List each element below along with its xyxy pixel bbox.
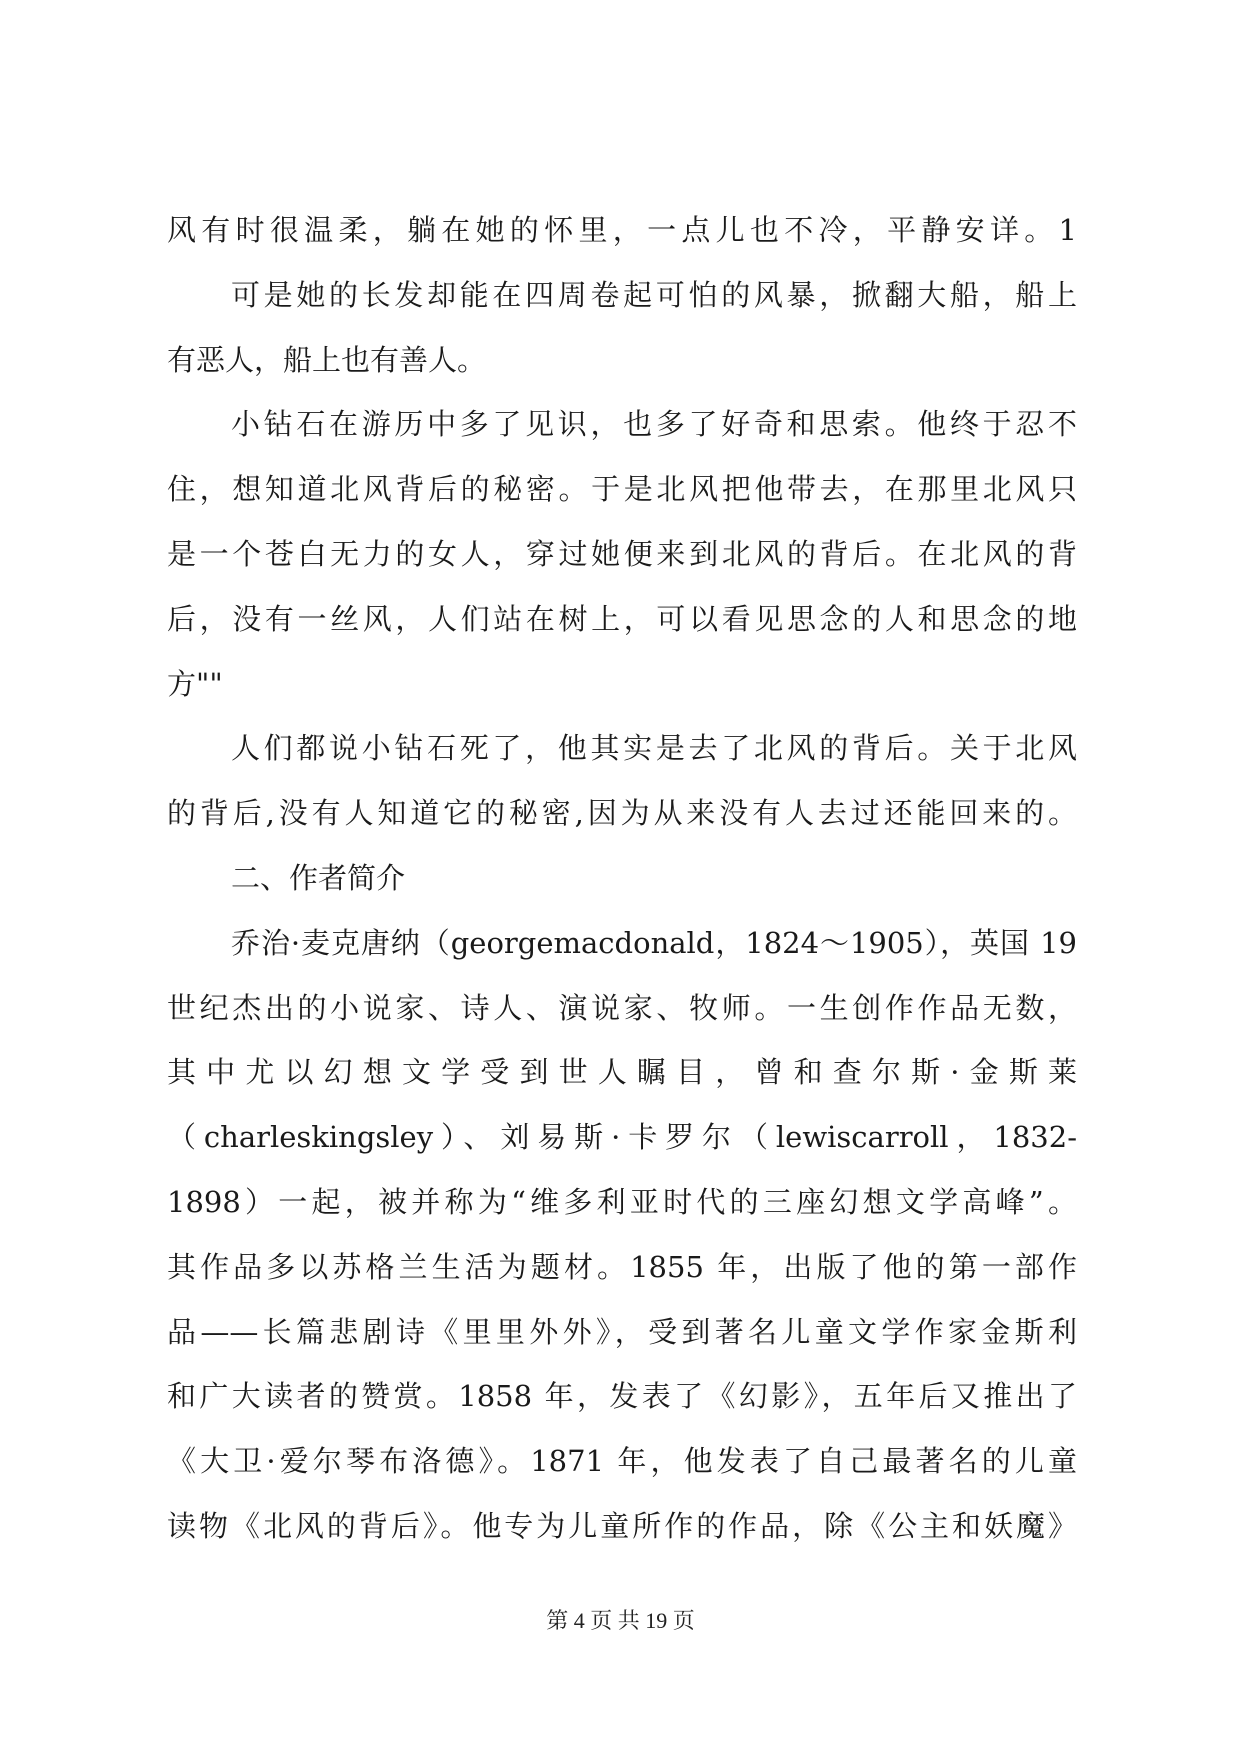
text-line: （charleskingsley）、刘易斯·卡罗尔（lewiscarroll，1832-: [167, 1120, 1077, 1155]
text-line: 读物《北风的背后》。他专为儿童所作的作品，除《公主和妖魔》: [167, 1508, 1077, 1543]
text-line: 的背后,没有人知道它的秘密,因为从来没有人去过还能回来的。: [167, 796, 1077, 831]
text-line: 是一个苍白无力的女人，穿过她便来到北风的背后。在北风的背: [167, 536, 1077, 571]
text-line: 1898）一起，被并称为“维多利亚时代的三座幻想文学高峰”。: [167, 1184, 1077, 1219]
body-text: [167, 198, 1077, 1559]
text-line: 人们都说小钻石死了，他其实是去了北风的背后。关于北风: [231, 731, 1077, 766]
text-line: 住，想知道北风背后的秘密。于是北风把他带去，在那里北风只: [167, 472, 1077, 507]
text-line: 可是她的长发却能在四周卷起可怕的风暴，掀翻大船，船上: [231, 277, 1077, 312]
text-line: 和广大读者的赞赏。1858 年，发表了《幻影》，五年后又推出了: [167, 1379, 1077, 1414]
text-line: 乔治·麦克唐纳（georgemacdonald，1824～1905），英国 19: [231, 925, 1077, 960]
section-heading: 二、作者简介: [231, 860, 406, 895]
text-line: 有恶人，船上也有善人。: [167, 342, 487, 377]
text-line: 风有时很温柔，躺在她的怀里，一点儿也不冷，平静安详。1: [167, 213, 1077, 247]
text-line: 《大卫·爱尔琴布洛德》。1871 年，他发表了自己最著名的儿童: [167, 1444, 1077, 1479]
page-number-footer: 第 4 页 共 19 页: [546, 1608, 695, 1633]
text-line: 小钻石在游历中多了见识，也多了好奇和思索。他终于忍不: [231, 407, 1077, 442]
text-line: 方"": [167, 666, 223, 701]
text-line: 其作品多以苏格兰生活为题材。1855 年，出版了他的第一部作: [167, 1249, 1077, 1284]
text-line: 世纪杰出的小说家、诗人、演说家、牧师。一生创作作品无数，: [167, 990, 1077, 1025]
text-line: 品——长篇悲剧诗《里里外外》，受到著名儿童文学作家金斯利: [167, 1314, 1077, 1349]
text-line: 后，没有一丝风，人们站在树上，可以看见思念的人和思念的地: [167, 601, 1077, 636]
text-line: 其中尤以幻想文学受到世人瞩目，曾和查尔斯·金斯莱: [167, 1055, 1077, 1090]
